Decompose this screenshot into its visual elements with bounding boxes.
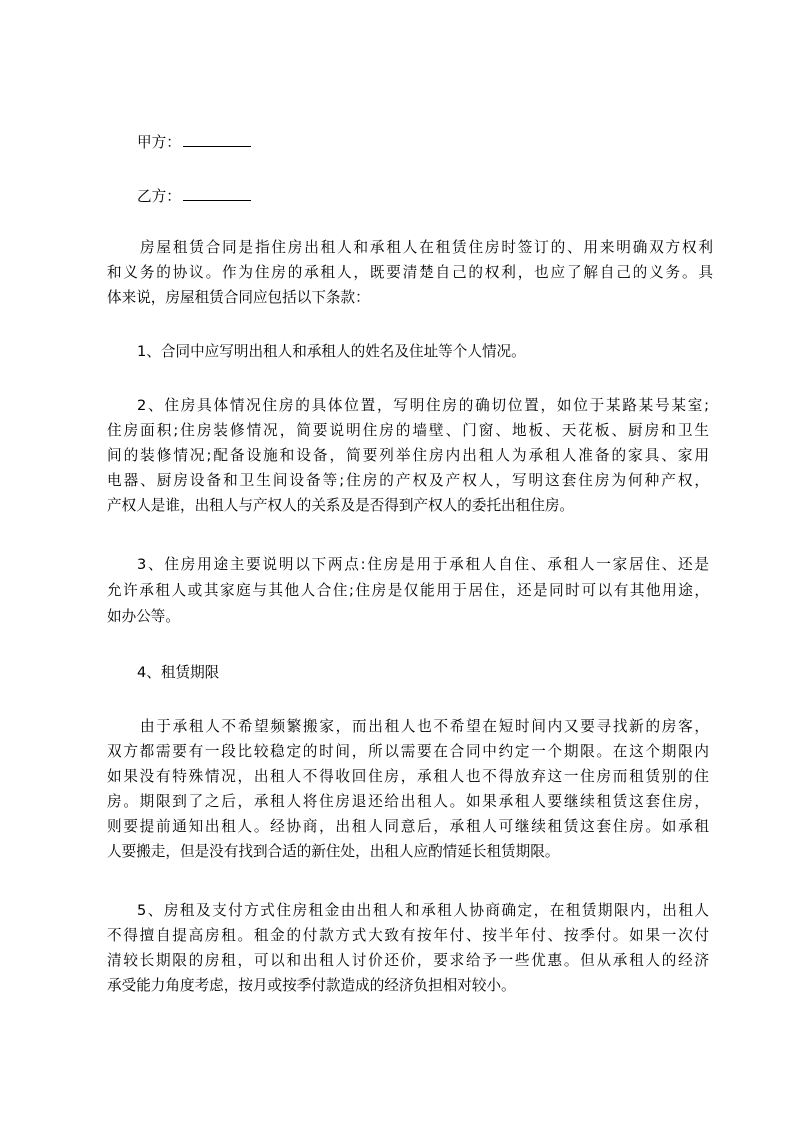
party-b-blank xyxy=(183,186,251,201)
paragraph-line: 由于承租人不希望频繁搬家，而出租人也不希望在短时间内又要寻找新的房客， xyxy=(140,718,709,735)
paragraph-line: 和义务的协议。作为住房的承租人，既要清楚自己的权利，也应了解自己的义务。具 xyxy=(107,264,713,281)
party-a-line xyxy=(137,132,251,152)
paragraph-line: 2、住房具体情况住房的具体位置，写明住房的确切位置，如位于某路某号某室; xyxy=(137,397,709,414)
paragraph-line: 房屋租赁合同是指住房出租人和承租人在租赁住房时签订的、用来明确双方权利 xyxy=(140,239,713,256)
paragraph-line: 间的装修情况;配备设施和设备，简要列举住房内出租人为承租人准备的家具、家用 xyxy=(107,447,709,464)
paragraph-line: 清较长期限的房租，可以和出租人讨价还价，要求给予一些优惠。但从承租人的经济 xyxy=(107,952,709,969)
paragraph-line: 3、住房用途主要说明以下两点:住房是用于承租人自住、承租人一家居住、还是 xyxy=(137,556,709,573)
party-a-blank xyxy=(183,132,251,147)
party-b-line xyxy=(137,186,251,206)
paragraph-line: 允许承租人或其家庭与其他人合住;住房是仅能用于居住，还是同时可以有其他用途， xyxy=(107,582,709,599)
paragraph-line: 住房面积;住房装修情况，简要说明住房的墙壁、门窗、地板、天花板、厨房和卫生 xyxy=(107,422,709,439)
paragraph-line: 5、房租及支付方式住房租金由出租人和承租人协商确定，在租赁期限内，出租人 xyxy=(137,902,709,919)
paragraph-line: 则要提前通知出租人。经协商，出租人同意后，承租人可继续租赁这套住房。如承租 xyxy=(107,818,709,835)
paragraph-line: 体来说，房屋租赁合同应包括以下条款： xyxy=(107,289,370,306)
party-a-label: 甲方： xyxy=(137,134,181,151)
paragraph-line: 电器、厨房设备和卫生间设备等;住房的产权及产权人，写明这套住房为何种产权， xyxy=(107,472,709,489)
party-b-label: 乙方： xyxy=(137,188,181,205)
paragraph-line: 双方都需要有一段比较稳定的时间，所以需要在合同中约定一个期限。在这个期限内 xyxy=(107,743,709,760)
paragraph-line: 承受能力角度考虑，按月或按季付款造成的经济负担相对较小。 xyxy=(107,977,516,994)
paragraph-line: 如办公等。 xyxy=(107,608,180,625)
paragraph-line: 不得擅自提高房租。租金的付款方式大致有按年付、按半年付、按季付。如果一次付 xyxy=(107,927,709,944)
paragraph-line: 4、租赁期限 xyxy=(137,664,220,681)
paragraph-line: 人要搬走，但是没有找到合适的新住处，出租人应酌情延长租赁期限。 xyxy=(107,843,560,860)
paragraph-line: 产权人是谁，出租人与产权人的关系及是否得到产权人的委托出租住房。 xyxy=(107,497,575,514)
paragraph-line: 1、合同中应写明出租人和承租人的姓名及住址等个人情况。 xyxy=(137,343,526,360)
paragraph-line: 房。期限到了之后，承租人将住房退还给出租人。如果承租人要继续租赁这套住房， xyxy=(107,793,709,810)
paragraph-line: 如果没有特殊情况，出租人不得收回住房，承租人也不得放弃这一住房而租赁别的住 xyxy=(107,768,709,785)
